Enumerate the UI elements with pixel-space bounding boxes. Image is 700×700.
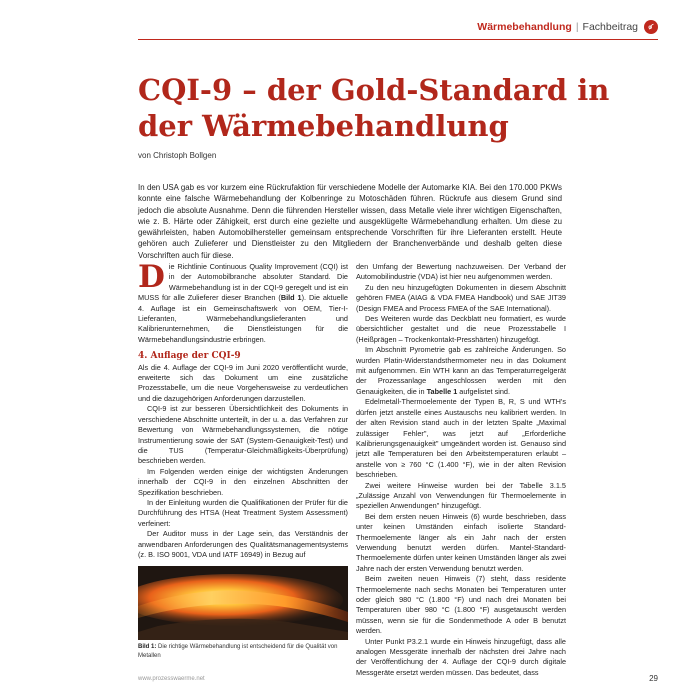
figure-caption: [138, 643, 348, 660]
body-paragraph: Edelmetall-Thermoelemente der Typen B, R, S und WTH's dürfen jetzt anstelle eines Austauschs neu kalibriert werden. In der alten Revision stand auch in der letzten Spalte „Maximal zulässiger Fehler", was jetzt auf „Erforderliche Kalibrierungsgenauigkeit" umgeändert worden ist. Genauso sind jetzt alle Temperaturen bei den Arbeitstemperaturen erlaubt – anstelle von ≥ 760 °C (1.400 °F), wie in der alten Revision beschrieben.: [356, 397, 566, 480]
intro-text-cont: ). Die aktuelle 4. Auflage ist ein Gemeinschaftswerk von OEM, Tier-I-Lieferanten, Wärmebehandlungslieferanten und Kalibrierunternehmen, die Dienstleistungen für die Wärmebehandlungsindustrie erbringen.: [138, 293, 348, 344]
body-paragraph: Bei dem ersten neuen Hinweis (6) wurde beschrieben, dass unter keinen Umständen einfach isolierte Standard-Thermoelemente länger als ein Jahr nach der ersten Verwendung benutzt werden dürfen. Mantel-Standard-Thermoelemente dürfen unter keinen Umständen länger als zwei Jahre nach der ersten Verwendung benutzt werden.: [356, 511, 566, 573]
page-header: [477, 20, 658, 34]
magazine-logo-icon: [644, 20, 658, 34]
caption-label: Bild 1:: [138, 644, 157, 650]
heat-treatment-photo: [138, 566, 348, 640]
footer-url: www.prozesswaerme.net: [138, 676, 205, 682]
intro-paragraph: [138, 259, 348, 345]
logo-glyph-icon: [646, 22, 656, 32]
caption-text: Die richtige Wärmebehandlung ist entscheidend für die Qualität von Metallen: [138, 644, 338, 659]
glowing-metal-image: [138, 566, 348, 640]
body-paragraph: CQI-9 ist zur besseren Übersichtlichkeit des Dokuments in verschiedene Abschnitte unterteilt, in der u. a. das Verfahren zur Bewertung von Wärmebehandlungssystemen, die nötige Instrumentierung sowie der SAT (System-Genauigkeit-Test) und die TUS (Temperatur-Gleichmäßigkeits-Überprüfung) beschrieben werden.: [138, 404, 348, 466]
left-column: [138, 259, 348, 560]
body-paragraph: In der Einleitung wurden die Qualifikationen der Prüfer für die Durchführung des HTSA (Heat Treatment System Assessment) verfeinert:: [138, 497, 348, 528]
body-paragraph: Beim zweiten neuen Hinweis (7) steht, dass residente Thermoelemente nach sechs Monaten bei Temperaturen unter oder gleich 980 °C (1.800 °F) und nach drei Monaten bei Temperaturen über 980 °C (1.800 °F) ausgetauscht werden müssen, wenn sie für die Sondenmethode A oder B benutzt werden.: [356, 574, 566, 636]
right-column: [356, 262, 566, 678]
body-paragraph: Der Auditor muss in der Lage sein, das Verständnis der anwendbaren Anforderungen des Qualitätsmanagementsystems (z. B. ISO 9001, VDA und IATF 16949) in Bezug auf: [138, 529, 348, 559]
figure-reference: Bild 1: [280, 293, 302, 303]
body-text: Im Abschnitt Pyrometrie gab es zahlreiche Änderungen. So wurden Platin-Widerstandsthermometer neu in das Dokument mit aufgenommen. Ein WTH kann an das Temperaturregelgerät der Prozessanlage angeschlossen werden mit den Genauigkeiten, die in: [356, 345, 566, 396]
drop-cap: D: [138, 259, 165, 295]
body-paragraph: Zwei weitere Hinweise wurden bei der Tabelle 3.1.5 „Zulässige Anzahl von Verwendungen für Thermoelemente in speziellen Anwendungen" hinzugefügt.: [356, 480, 566, 511]
body-text-cont: aufgelistet sind.: [457, 386, 511, 396]
page-number: 29: [649, 674, 658, 683]
body-paragraph: Als die 4. Auflage der CQI-9 im Juni 2020 veröffentlicht wurde, erweiterte sich das Dokument um eine zusätzliche Prozesstabelle, um die neue Vorgehensweise zu verdeutlichen und die dazugehörigen Anforderungen darzustellen.: [138, 362, 348, 403]
intro-text: ie Richtlinie Continuous Quality Improvement (CQI) ist in der Automobilbranche absoluter Standard. Die Wärmebehandlung ist in der CQI-9 geregelt und ist ein MUSS für alle Zulieferer dieser Branchen (: [138, 262, 348, 303]
body-paragraph: Zu den neu hinzugefügten Dokumenten in diesem Abschnitt gehören FMEA (AIAG & VDA FMEA Handbook) und SAE JIT39 (Design FMEA and Process FMEA of the SAE International).: [356, 282, 566, 313]
article-author: von Christoph Bollgen: [138, 151, 217, 160]
table-reference: Tabelle 1: [426, 386, 458, 396]
article-title: CQI-9 – der Gold-Standard in der Wärmebehandlung: [138, 73, 610, 143]
body-paragraph: Im Folgenden werden einige der wichtigsten Änderungen innerhalb der CQI-9 in den einzelnen Abschnitten der Spezifikation beschrieben.: [138, 466, 348, 497]
section-heading: 4. Auflage der CQI-9: [138, 351, 241, 362]
body-paragraph: Unter Punkt P3.2.1 wurde ein Hinweis hinzugefügt, dass alle analogen Messgeräte innerhalb der nächsten drei Jahre nach der Veröffentlichung der 4. Auflage der CQI-9 durch digitale Messgeräte ersetzt werden müssen. Das bedeutet, dass: [356, 636, 566, 677]
section-label: Wärmebehandlung: [477, 21, 572, 33]
header-rule: [138, 39, 658, 40]
body-paragraph: Des Weiteren wurde das Deckblatt neu formatiert, es wurde übersichtlicher gestaltet und die neue Prozesstabelle I (Heißprägen – Trockenkontakt-Presshärten) hinzugefügt.: [356, 314, 566, 344]
article-type-label: Fachbeitrag: [582, 21, 638, 33]
body-paragraph: den Umfang der Bewertung nachzuweisen. Der Verband der Automobilindustrie (VDA) ist hier neu aufgenommen werden.: [356, 262, 566, 282]
article-lead: In den USA gab es vor kurzem eine Rückrufaktion für verschiedene Modelle der Automarke KIA. Bei den 170.000 PKWs konnte eine falsche Wärmebehandlung der Kolbenringe zu Motoschäden führen. Rückrufe aus diesem Grund sind jedoch die absolute Ausnahme. Denn die führenden Hersteller wissen, dass Metalle viele ihrer wichtigen Eigenschaften, wie z. B. Härte oder Zähigkeit, erst durch eine gezielte und ausgeklügelte Wärmebehandlung erhalten. Um diese zu gewährleisten, haben Automobilhersteller gemeinsam entsprechende Vorschriften für ihre Lieferanten erstellt. Heute gehören auch Zulieferer und Dienstleister zu den Mitgliedern der Branchenverbände und deshalb gelten diese Vorschriften auch für diese.: [138, 183, 562, 260]
body-paragraph: [356, 345, 566, 397]
header-separator: |: [575, 21, 579, 33]
